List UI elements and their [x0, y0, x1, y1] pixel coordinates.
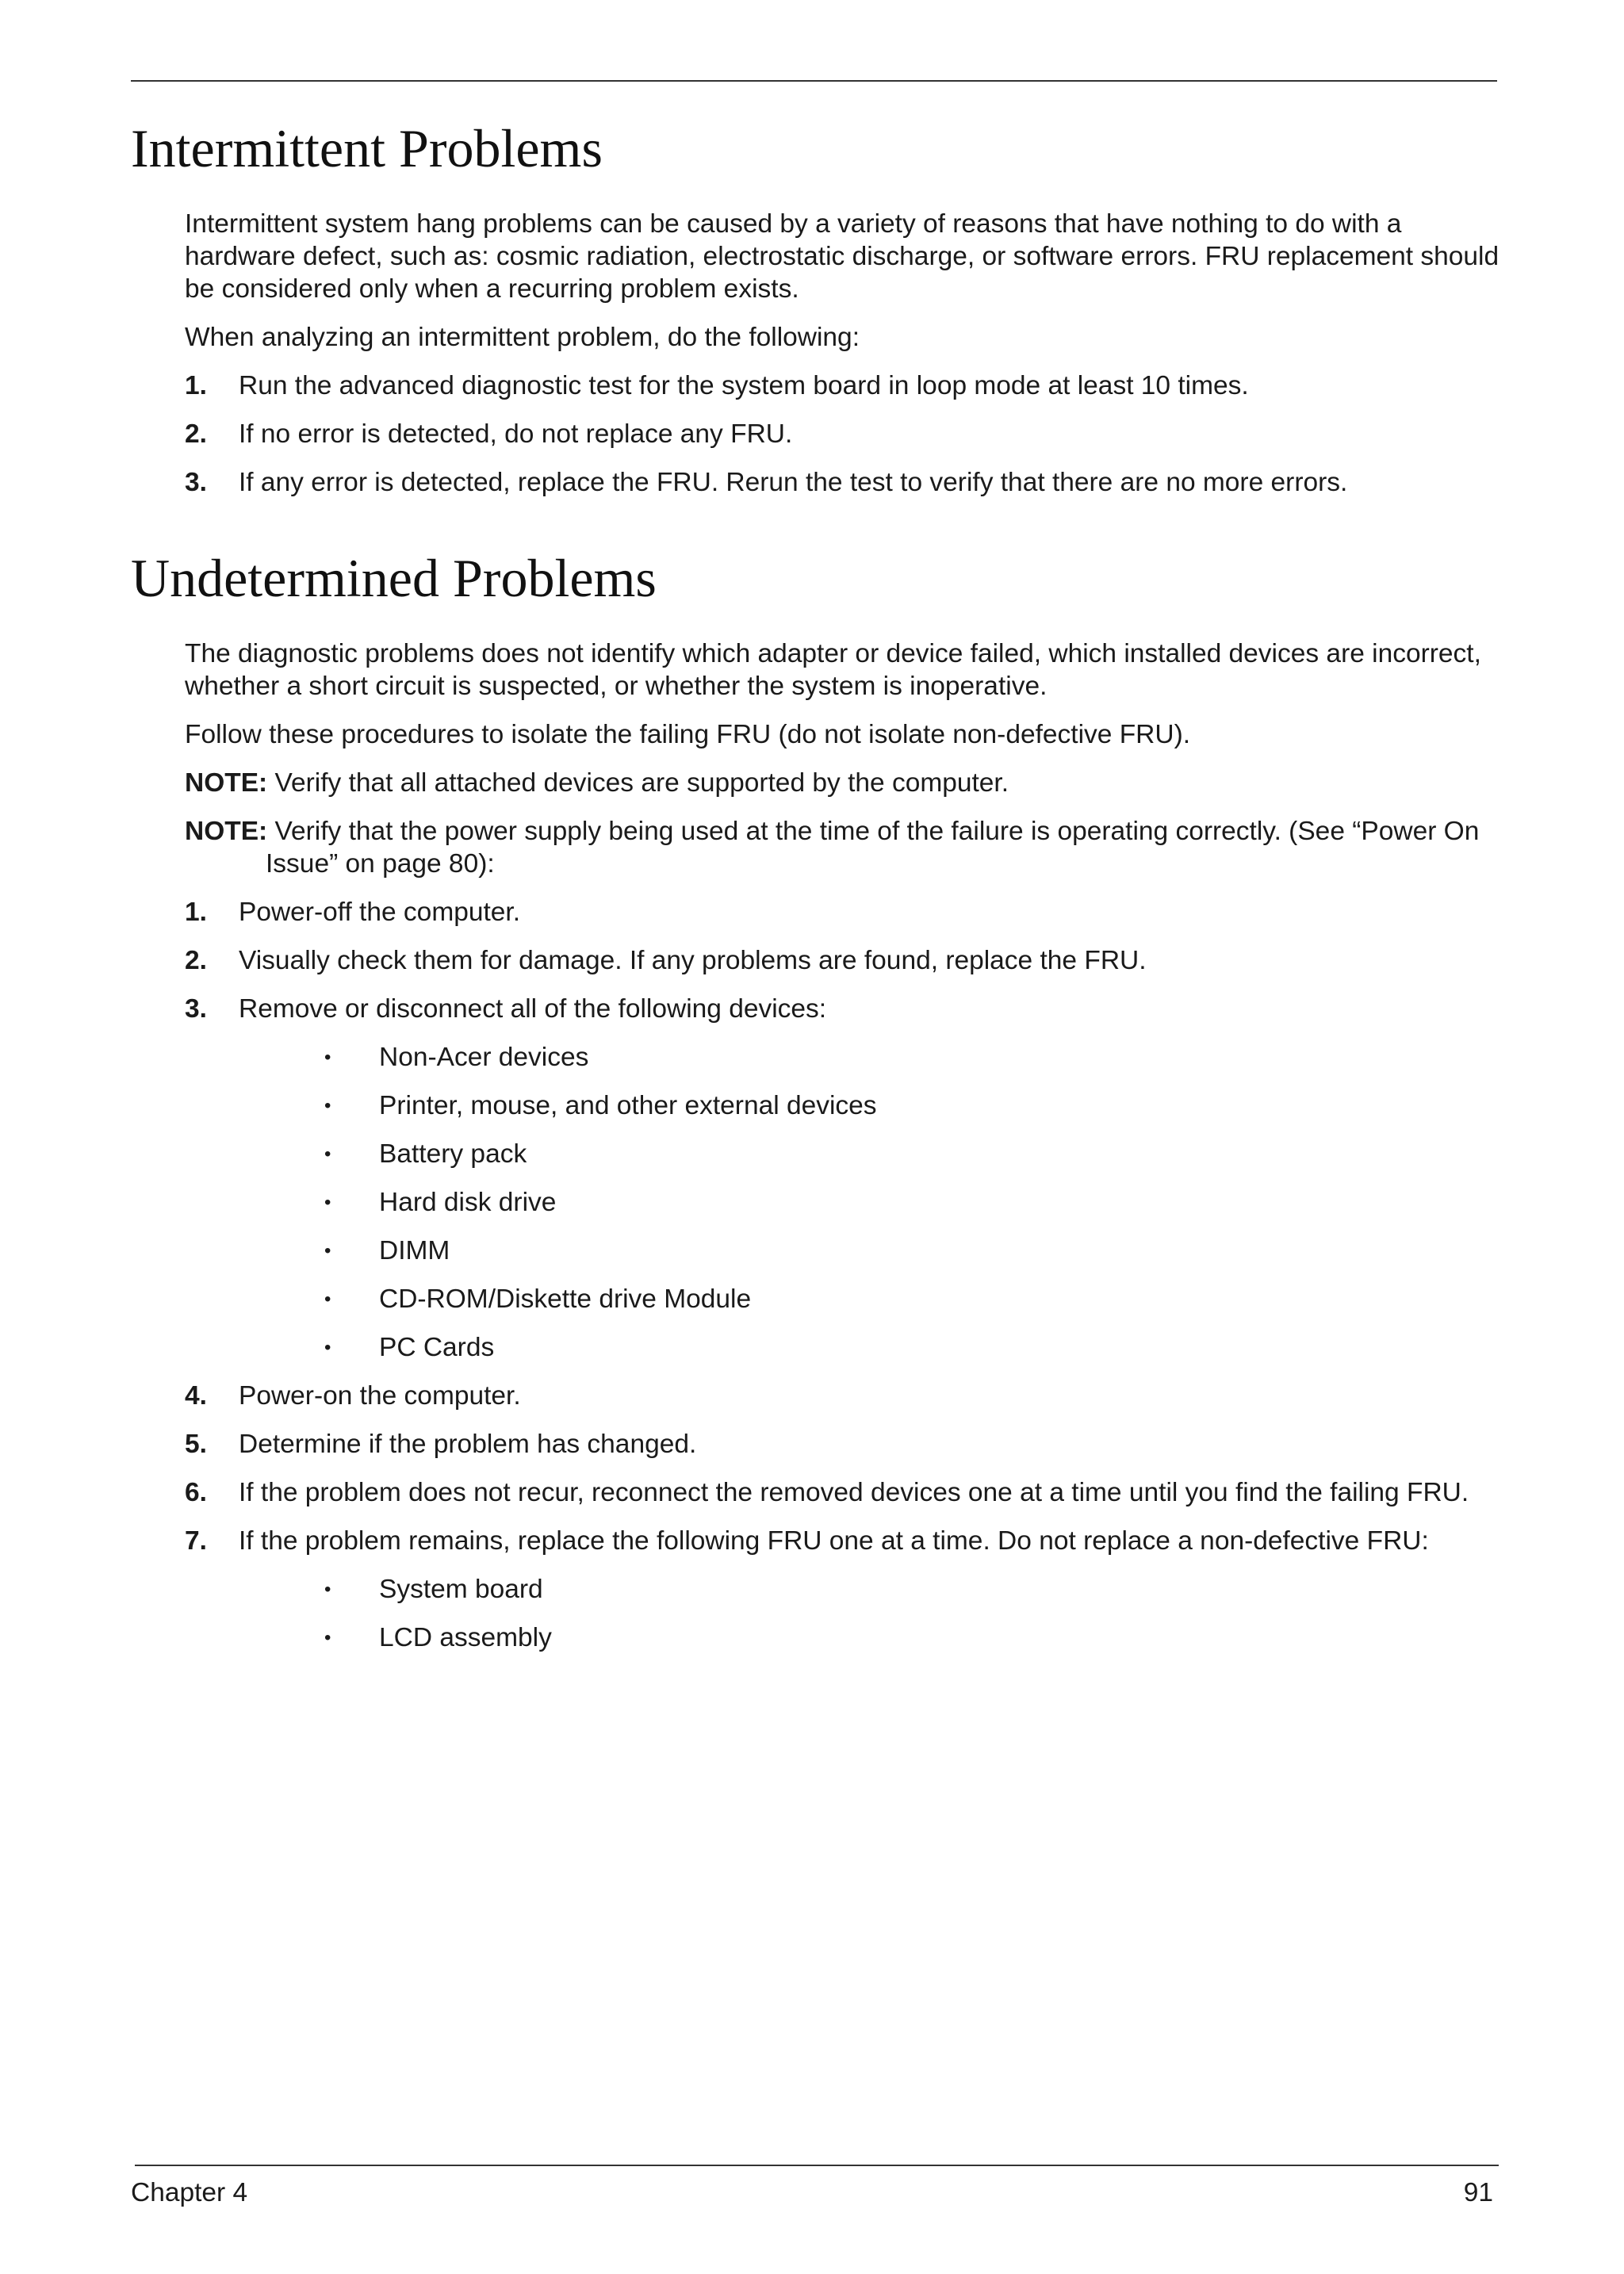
bullet-list [185, 1041, 1501, 1364]
bullet-text: Printer, mouse, and other external devices [379, 1091, 877, 1120]
footer-page-number: 91 [1463, 2178, 1493, 2207]
bullet-text: Non-Acer devices [379, 1043, 589, 1072]
step-number: 3. [185, 994, 207, 1024]
step-text: Run the advanced diagnostic test for the system board in loop mode at least 10 times. [239, 371, 1249, 400]
bullet-item [185, 1089, 1501, 1122]
bullet-item [185, 1041, 1501, 1074]
bullet-icon: • [324, 1143, 331, 1165]
step-text: Power-off the computer. [239, 898, 521, 927]
note-text: Verify that all attached devices are supported by the computer. [267, 768, 1009, 798]
step-text: Remove or disconnect all of the following devices: [239, 994, 827, 1024]
bullet-icon: • [324, 1627, 331, 1648]
step-item [185, 369, 1501, 402]
bullet-item [185, 1331, 1501, 1364]
bullet-list [185, 1573, 1501, 1654]
step-number: 6. [185, 1478, 207, 1507]
note [185, 767, 1501, 799]
step-text: If the problem remains, replace the following FRU one at a time. Do not replace a non-defective FRU: [239, 1526, 1429, 1556]
step-item [185, 944, 1501, 977]
bullet-icon: • [324, 1579, 331, 1600]
footer-chapter-label: Chapter 4 [131, 2178, 248, 2207]
step-text: Visually check them for damage. If any problems are found, replace the FRU. [239, 946, 1147, 975]
step-number: 3. [185, 468, 207, 497]
section-undetermined-problems [185, 637, 1501, 1670]
paragraph: Follow these procedures to isolate the failing FRU (do not isolate non-defective FRU). [185, 720, 1191, 749]
bullet-item [185, 1186, 1501, 1219]
step-number: 1. [185, 371, 207, 400]
step-item [185, 418, 1501, 450]
bullet-icon: • [324, 1095, 331, 1116]
step-item [185, 1380, 1501, 1412]
step-text: If any error is detected, replace the FRU. Rerun the test to verify that there are no more errors. [239, 468, 1348, 497]
step-text: If the problem does not recur, reconnect the removed devices one at a time until you find the failing FRU. [239, 1478, 1469, 1507]
bullet-item [185, 1283, 1501, 1315]
note-label: NOTE: [185, 817, 268, 846]
step-item [185, 1476, 1501, 1509]
step-item [185, 896, 1501, 928]
bullet-icon: • [324, 1192, 331, 1213]
step-text: Power-on the computer. [239, 1381, 521, 1411]
bullet-text: PC Cards [379, 1333, 495, 1362]
bullet-item [185, 1573, 1501, 1606]
step-number: 7. [185, 1526, 207, 1556]
note-label: NOTE: [185, 768, 268, 798]
bullet-item [185, 1138, 1501, 1170]
step-text: Determine if the problem has changed. [239, 1430, 697, 1459]
step-number: 2. [185, 946, 207, 975]
steps-list [185, 896, 1501, 1654]
note [185, 815, 1501, 880]
paragraph: Intermittent system hang problems can be caused by a variety of reasons that have nothing to do with a hardware defect, such as: cosmic radiation, electrostatic discharge, or software errors. FRU replacement should be considered only when a recurring problem exists. [185, 209, 1500, 304]
paragraph: The diagnostic problems does not identify which adapter or device failed, which installed devices are incorrect, whether a short circuit is suspected, or whether the system is inoperative. [185, 639, 1481, 701]
section-intermittent-problems [185, 208, 1501, 515]
bullet-icon: • [324, 1240, 331, 1261]
footer-rule [135, 2165, 1499, 2166]
bullet-text: DIMM [379, 1236, 450, 1265]
step-item [185, 1525, 1501, 1654]
bullet-icon: • [324, 1047, 331, 1068]
step-item [185, 993, 1501, 1364]
note-text: Verify that the power supply being used at the time of the failure is operating correctly. (See “Power On Issue” on page 80): [266, 817, 1480, 879]
step-item [185, 466, 1501, 499]
step-number: 5. [185, 1430, 207, 1459]
header-rule [131, 80, 1497, 82]
paragraph: When analyzing an intermittent problem, do the following: [185, 323, 860, 352]
bullet-text: Battery pack [379, 1139, 527, 1169]
step-text: If no error is detected, do not replace any FRU. [239, 419, 793, 449]
bullet-item [185, 1235, 1501, 1267]
section-heading-intermittent-problems: Intermittent Problems [131, 118, 603, 178]
steps-list [185, 369, 1501, 499]
bullet-item [185, 1621, 1501, 1654]
bullet-icon: • [324, 1337, 331, 1358]
bullet-icon: • [324, 1288, 331, 1310]
step-number: 1. [185, 898, 207, 927]
step-number: 2. [185, 419, 207, 449]
section-heading-undetermined-problems: Undetermined Problems [131, 548, 657, 608]
bullet-text: System board [379, 1575, 543, 1604]
bullet-text: Hard disk drive [379, 1188, 557, 1217]
step-number: 4. [185, 1381, 207, 1411]
bullet-text: LCD assembly [379, 1623, 552, 1652]
bullet-text: CD-ROM/Diskette drive Module [379, 1284, 752, 1314]
step-item [185, 1428, 1501, 1460]
